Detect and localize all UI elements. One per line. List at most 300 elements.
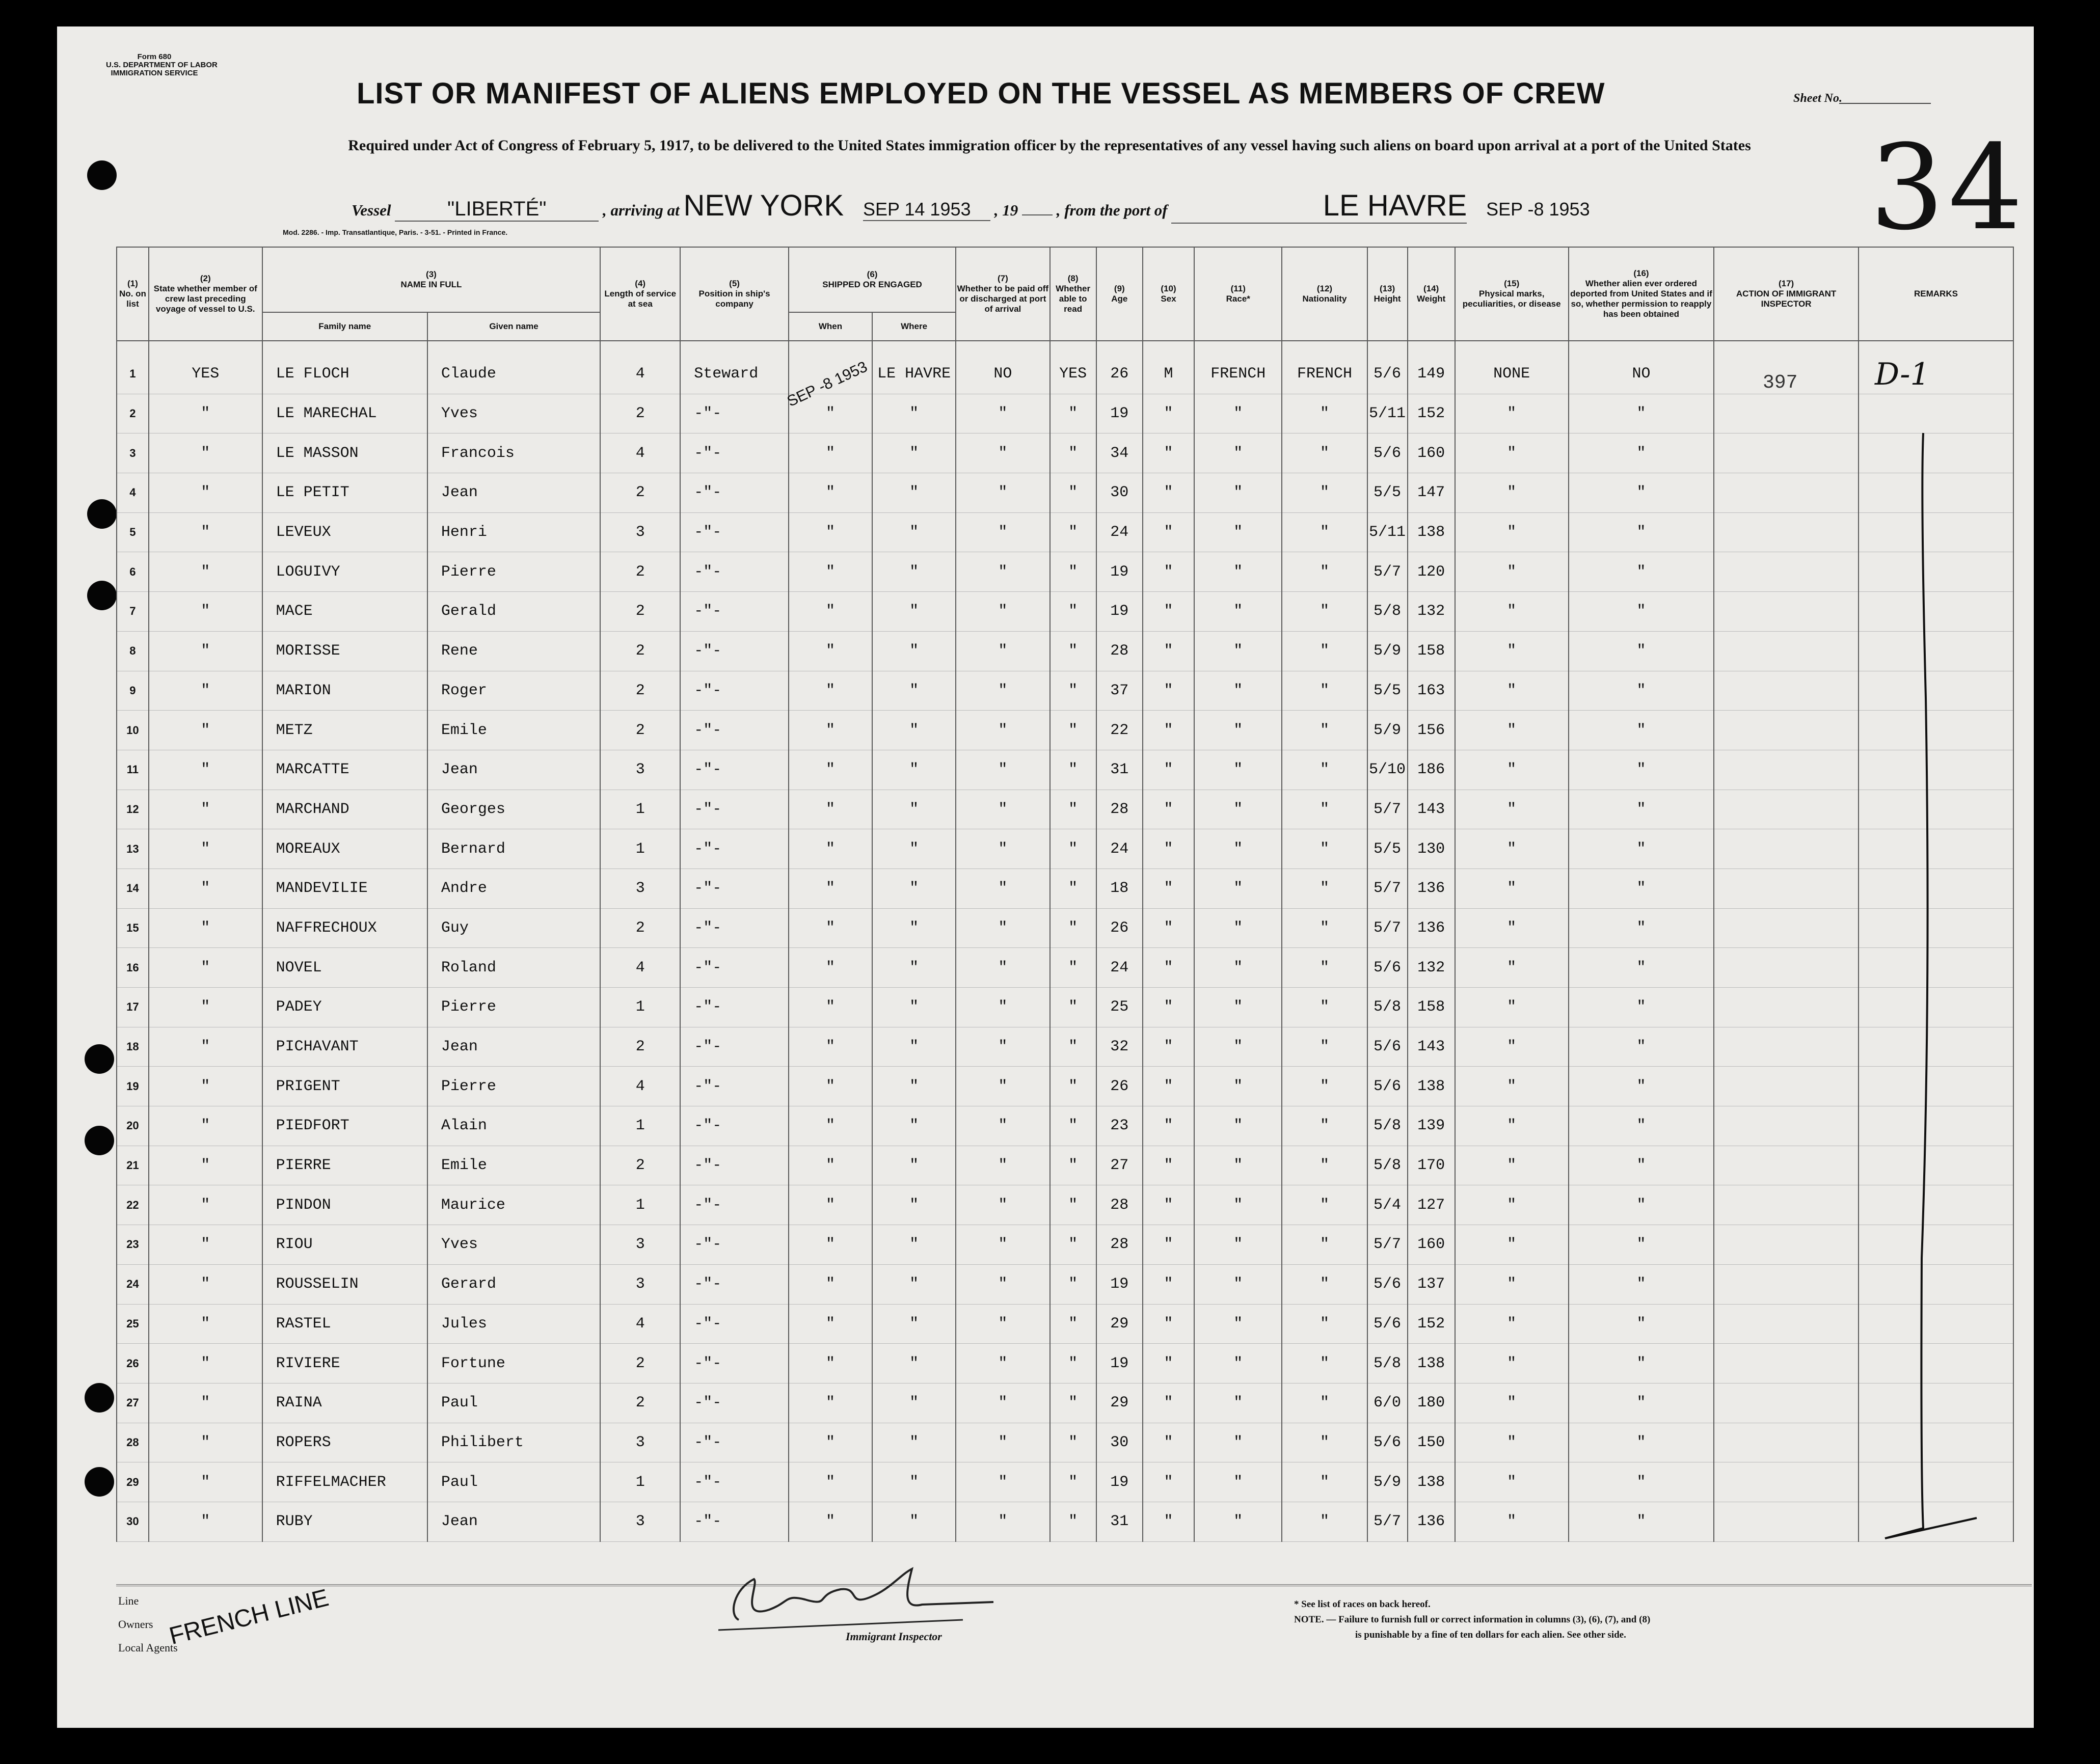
cell-nat: FRENCH — [1282, 341, 1367, 394]
cell-read: " — [1050, 1383, 1096, 1423]
cell-when: " — [789, 433, 872, 473]
cell-nat: " — [1282, 631, 1367, 671]
cell-blank — [1714, 1462, 1859, 1502]
cell-weight: 160 — [1408, 1225, 1455, 1265]
cell-sex: " — [1143, 1423, 1194, 1462]
cell-marks: " — [1455, 1225, 1569, 1265]
crew-manifest-table — [116, 247, 2014, 1542]
cell-read: " — [1050, 394, 1096, 433]
cell-paid: " — [956, 1502, 1049, 1541]
cell-deported: NO — [1569, 341, 1714, 394]
cell-paid: " — [956, 908, 1049, 948]
cell-deported: " — [1569, 1502, 1714, 1541]
cell-nat: " — [1282, 711, 1367, 750]
cell-family: MORISSE — [262, 631, 427, 671]
cell-prev: " — [149, 750, 262, 790]
cell-blank — [1714, 869, 1859, 908]
cell-where: " — [872, 750, 956, 790]
cell-given: Georges — [427, 790, 600, 829]
cell-service: 2 — [600, 1027, 680, 1067]
table-row — [117, 1067, 2013, 1106]
cell-no: 5 — [117, 512, 149, 552]
cell-sex: " — [1143, 1027, 1194, 1067]
cell-position: -"- — [680, 790, 789, 829]
col-able-to-read: (8) Whether able to read — [1050, 247, 1096, 341]
footer-rule — [116, 1584, 2032, 1586]
cell-where: " — [872, 433, 956, 473]
cell-prev: " — [149, 1423, 262, 1462]
remarks-handwritten-mark: D-1 — [1875, 357, 1997, 1566]
cell-service: 1 — [600, 1106, 680, 1146]
col-deported: (16) Whether alien ever ordered deported from United States and if so, whether permission to reapply has been obtained — [1569, 247, 1714, 341]
col-inspector-action: (17) ACTION OF IMMIGRANT INSPECTOR — [1714, 247, 1859, 341]
table-row — [117, 1423, 2013, 1462]
cell-deported: " — [1569, 1067, 1714, 1106]
cell-age: 19 — [1096, 1344, 1143, 1383]
cell-service: 3 — [600, 512, 680, 552]
cell-family: LE PETIT — [262, 473, 427, 513]
cell-position: -"- — [680, 948, 789, 988]
cell-marks: " — [1455, 1146, 1569, 1185]
cell-paid: " — [956, 473, 1049, 513]
cell-where: " — [872, 1225, 956, 1265]
cell-given: Yves — [427, 394, 600, 433]
cell-blank — [1714, 433, 1859, 473]
cell-nat: " — [1282, 1185, 1367, 1225]
cell-nat: " — [1282, 671, 1367, 711]
cell-deported: " — [1569, 829, 1714, 869]
cell-height: 5/7 — [1367, 1502, 1408, 1541]
cell-when: " — [789, 1185, 872, 1225]
cell-race: " — [1194, 1106, 1282, 1146]
cell-height: 5/10 — [1367, 750, 1408, 790]
cell-when: " — [789, 988, 872, 1027]
col-when: When — [789, 312, 872, 341]
cell-weight: 132 — [1408, 592, 1455, 632]
cell-weight: 127 — [1408, 1185, 1455, 1225]
cell-sex: " — [1143, 988, 1194, 1027]
cell-where: " — [872, 1027, 956, 1067]
cell-age: 34 — [1096, 433, 1143, 473]
cell-paid: NO — [956, 341, 1049, 394]
cell-given: Jean — [427, 750, 600, 790]
cell-where: " — [872, 631, 956, 671]
col-age: (9) Age — [1096, 247, 1143, 341]
cell-family: PADEY — [262, 988, 427, 1027]
table-row — [117, 1185, 2013, 1225]
cell-race: " — [1194, 988, 1282, 1027]
cell-given: Bernard — [427, 829, 600, 869]
cell-deported: " — [1569, 790, 1714, 829]
cell-deported: " — [1569, 1185, 1714, 1225]
cell-read: " — [1050, 1225, 1096, 1265]
cell-race: " — [1194, 1225, 1282, 1265]
cell-weight: 138 — [1408, 1462, 1455, 1502]
cell-age: 30 — [1096, 1423, 1143, 1462]
cell-height: 6/0 — [1367, 1383, 1408, 1423]
cell-family: RAINA — [262, 1383, 427, 1423]
cell-blank — [1714, 1264, 1859, 1304]
binder-hole — [85, 1383, 114, 1413]
cell-weight: 158 — [1408, 988, 1455, 1027]
cell-when: " — [789, 631, 872, 671]
cell-age: 22 — [1096, 711, 1143, 750]
cell-prev: " — [149, 394, 262, 433]
cell-race: " — [1194, 1423, 1282, 1462]
race-note: * See list of races on back hereof. — [1294, 1599, 1431, 1610]
cell-family: METZ — [262, 711, 427, 750]
cell-position: -"- — [680, 829, 789, 869]
cell-where: " — [872, 1185, 956, 1225]
cell-family: PINDON — [262, 1185, 427, 1225]
cell-family: LE MASSON — [262, 433, 427, 473]
cell-position: -"- — [680, 988, 789, 1027]
cell-weight: 158 — [1408, 631, 1455, 671]
cell-where: " — [872, 948, 956, 988]
cell-nat: " — [1282, 473, 1367, 513]
table-row — [117, 552, 2013, 592]
cell-read: " — [1050, 790, 1096, 829]
cell-height: 5/5 — [1367, 829, 1408, 869]
cell-read: " — [1050, 908, 1096, 948]
cell-deported: " — [1569, 631, 1714, 671]
cell-when: " — [789, 671, 872, 711]
vessel-line — [352, 188, 1590, 224]
cell-given: Yves — [427, 1225, 600, 1265]
cell-no: 6 — [117, 552, 149, 592]
cell-height: 5/11 — [1367, 512, 1408, 552]
cell-weight: 137 — [1408, 1264, 1455, 1304]
cell-weight: 149 — [1408, 341, 1455, 394]
cell-where: " — [872, 790, 956, 829]
cell-read: " — [1050, 631, 1096, 671]
cell-race: " — [1194, 869, 1282, 908]
col-race: (11) Race* — [1194, 247, 1282, 341]
cell-paid: " — [956, 1067, 1049, 1106]
cell-paid: " — [956, 1462, 1049, 1502]
cell-where: " — [872, 1462, 956, 1502]
cell-age: 31 — [1096, 750, 1143, 790]
cell-blank — [1714, 1304, 1859, 1344]
cell-when: " — [789, 394, 872, 433]
year-blank — [1022, 214, 1053, 215]
cell-position: -"- — [680, 1502, 789, 1541]
cell-nat: " — [1282, 1027, 1367, 1067]
cell-marks: " — [1455, 1067, 1569, 1106]
cell-race: " — [1194, 473, 1282, 513]
cell-race: " — [1194, 1304, 1282, 1344]
cell-given: Claude — [427, 341, 600, 394]
sheet-number-blank — [1839, 103, 1931, 104]
cell-weight: 170 — [1408, 1146, 1455, 1185]
cell-age: 24 — [1096, 829, 1143, 869]
cell-service: 2 — [600, 394, 680, 433]
cell-given: Andre — [427, 869, 600, 908]
cell-height: 5/7 — [1367, 552, 1408, 592]
cell-family: MACE — [262, 592, 427, 632]
cell-marks: " — [1455, 433, 1569, 473]
cell-height: 5/9 — [1367, 711, 1408, 750]
cell-paid: " — [956, 1106, 1049, 1146]
cell-blank — [1714, 671, 1859, 711]
cell-when: " — [789, 1344, 872, 1383]
cell-weight: 186 — [1408, 750, 1455, 790]
cell-where: " — [872, 512, 956, 552]
footer-notes — [1294, 1597, 1650, 1643]
cell-prev: " — [149, 1304, 262, 1344]
cell-deported: " — [1569, 750, 1714, 790]
cell-marks: " — [1455, 948, 1569, 988]
cell-when: " — [789, 829, 872, 869]
cell-blank — [1714, 1027, 1859, 1067]
cell-family: LEVEUX — [262, 512, 427, 552]
cell-height: 5/4 — [1367, 1185, 1408, 1225]
col-shipped-engaged: (6) SHIPPED OR ENGAGED — [789, 247, 956, 312]
cell-prev: " — [149, 631, 262, 671]
cell-nat: " — [1282, 552, 1367, 592]
cell-height: 5/7 — [1367, 869, 1408, 908]
table-row — [117, 631, 2013, 671]
cell-marks: " — [1455, 1185, 1569, 1225]
cell-age: 32 — [1096, 1027, 1143, 1067]
cell-height: 5/8 — [1367, 988, 1408, 1027]
table-row — [117, 1146, 2013, 1185]
cell-weight: 143 — [1408, 1027, 1455, 1067]
cell-no: 1 — [117, 341, 149, 394]
departure-date: SEP -8 1953 — [1486, 199, 1590, 220]
arriving-label: , arriving at — [603, 201, 680, 219]
cell-read: " — [1050, 552, 1096, 592]
agent-stamp: FRENCH LINE — [166, 1584, 332, 1650]
cell-marks: " — [1455, 1383, 1569, 1423]
cell-service: 4 — [600, 948, 680, 988]
cell-weight: 130 — [1408, 829, 1455, 869]
col-height: (13) Height — [1367, 247, 1408, 341]
cell-prev: " — [149, 1383, 262, 1423]
cell-position: -"- — [680, 1106, 789, 1146]
cell-deported: " — [1569, 1225, 1714, 1265]
cell-weight: 180 — [1408, 1383, 1455, 1423]
cell-race: " — [1194, 1344, 1282, 1383]
cell-blank — [1714, 750, 1859, 790]
cell-paid: " — [956, 552, 1049, 592]
cell-where: " — [872, 1344, 956, 1383]
cell-age: 24 — [1096, 948, 1143, 988]
cell-service: 2 — [600, 592, 680, 632]
cell-marks: " — [1455, 1106, 1569, 1146]
cell-service: 4 — [600, 1304, 680, 1344]
cell-nat: " — [1282, 512, 1367, 552]
cell-marks: " — [1455, 1264, 1569, 1304]
cell-paid: " — [956, 1225, 1049, 1265]
cell-no: 4 — [117, 473, 149, 513]
cell-paid: " — [956, 512, 1049, 552]
cell-service: 2 — [600, 1344, 680, 1383]
cell-position: -"- — [680, 512, 789, 552]
binder-hole — [85, 1044, 114, 1074]
cell-marks: " — [1455, 750, 1569, 790]
cell-age: 28 — [1096, 1185, 1143, 1225]
col-weight: (14) Weight — [1408, 247, 1455, 341]
cell-when: " — [789, 1106, 872, 1146]
cell-position: -"- — [680, 1027, 789, 1067]
cell-prev: " — [149, 790, 262, 829]
cell-position: -"- — [680, 552, 789, 592]
cell-no: 17 — [117, 988, 149, 1027]
cell-where: " — [872, 394, 956, 433]
cell-position: -"- — [680, 433, 789, 473]
cell-marks: " — [1455, 1502, 1569, 1541]
table-row — [117, 869, 2013, 908]
cell-nat: " — [1282, 394, 1367, 433]
cell-prev: " — [149, 592, 262, 632]
col-nationality: (12) Nationality — [1282, 247, 1367, 341]
cell-given: Paul — [427, 1383, 600, 1423]
cell-when: " — [789, 1304, 872, 1344]
cell-read: " — [1050, 1264, 1096, 1304]
cell-age: 30 — [1096, 473, 1143, 513]
cell-nat: " — [1282, 1423, 1367, 1462]
cell-position: -"- — [680, 473, 789, 513]
cell-read: " — [1050, 473, 1096, 513]
cell-age: 26 — [1096, 1067, 1143, 1106]
cell-nat: " — [1282, 829, 1367, 869]
cell-position: -"- — [680, 671, 789, 711]
immigrant-inspector-label: Immigrant Inspector — [846, 1630, 942, 1643]
cell-marks: " — [1455, 592, 1569, 632]
cell-position: -"- — [680, 1146, 789, 1185]
cell-nat: " — [1282, 1462, 1367, 1502]
cell-read: " — [1050, 1502, 1096, 1541]
cell-where: " — [872, 473, 956, 513]
cell-where: " — [872, 1264, 956, 1304]
cell-weight: 152 — [1408, 394, 1455, 433]
cell-when: " — [789, 552, 872, 592]
cell-when: " — [789, 592, 872, 632]
cell-sex: " — [1143, 592, 1194, 632]
cell-blank — [1714, 1106, 1859, 1146]
cell-no: 23 — [117, 1225, 149, 1265]
cell-age: 28 — [1096, 631, 1143, 671]
cell-nat: " — [1282, 988, 1367, 1027]
cell-where: " — [872, 671, 956, 711]
cell-paid: " — [956, 1344, 1049, 1383]
cell-race: FRENCH — [1194, 341, 1282, 394]
penalty-note: NOTE. — Failure to furnish full or correct information in columns (3), (6), (7), and (8) — [1294, 1614, 1651, 1625]
cell-deported: " — [1569, 948, 1714, 988]
cell-read: " — [1050, 1185, 1096, 1225]
col-where: Where — [872, 312, 956, 341]
cell-no: 30 — [117, 1502, 149, 1541]
local-agents-label: Local Agents — [118, 1641, 178, 1654]
sheet-number-handwritten: 34 — [1870, 120, 2027, 256]
cell-weight: 150 — [1408, 1423, 1455, 1462]
cell-no: 21 — [117, 1146, 149, 1185]
cell-age: 26 — [1096, 341, 1143, 394]
cell-sex: " — [1143, 1067, 1194, 1106]
cell-height: 5/6 — [1367, 948, 1408, 988]
cell-race: " — [1194, 512, 1282, 552]
cell-blank — [1714, 631, 1859, 671]
cell-marks: " — [1455, 1027, 1569, 1067]
cell-service: 4 — [600, 341, 680, 394]
cell-service: 2 — [600, 711, 680, 750]
cell-paid: " — [956, 790, 1049, 829]
cell-given: Jules — [427, 1304, 600, 1344]
cell-marks: " — [1455, 790, 1569, 829]
cell-no: 27 — [117, 1383, 149, 1423]
requirement-text: Required under Act of Congress of February 5, 1917, to be delivered to the United States immigration officer by the representatives of any vessel having such aliens on board upon arrival at a port of the United States — [348, 137, 1751, 154]
cell-position: -"- — [680, 1304, 789, 1344]
cell-service: 3 — [600, 1423, 680, 1462]
table-row — [117, 592, 2013, 632]
cell-race: " — [1194, 552, 1282, 592]
cell-sex: M — [1143, 341, 1194, 394]
cell-age: 19 — [1096, 1462, 1143, 1502]
cell-position: -"- — [680, 1383, 789, 1423]
cell-nat: " — [1282, 1383, 1367, 1423]
cell-blank — [1714, 988, 1859, 1027]
cell-height: 5/8 — [1367, 1146, 1408, 1185]
cell-prev: " — [149, 433, 262, 473]
cell-given: Alain — [427, 1106, 600, 1146]
cell-read: " — [1050, 1106, 1096, 1146]
cell-nat: " — [1282, 869, 1367, 908]
cell-blank — [1714, 1423, 1859, 1462]
cell-position: -"- — [680, 1185, 789, 1225]
cell-weight: 156 — [1408, 711, 1455, 750]
cell-height: 5/7 — [1367, 908, 1408, 948]
table-row — [117, 1502, 2013, 1541]
cell-read: " — [1050, 671, 1096, 711]
cell-blank — [1714, 592, 1859, 632]
cell-read: " — [1050, 1304, 1096, 1344]
cell-weight: 136 — [1408, 869, 1455, 908]
cell-nat: " — [1282, 1502, 1367, 1541]
cell-prev: " — [149, 552, 262, 592]
col-given-name: Given name — [427, 312, 600, 341]
cell-blank — [1714, 790, 1859, 829]
table-row — [117, 341, 2013, 394]
cell-position: -"- — [680, 1462, 789, 1502]
cell-where: LE HAVRE — [872, 341, 956, 394]
departure-port: LE HAVRE — [1171, 188, 1467, 224]
cell-prev: " — [149, 1027, 262, 1067]
cell-when: " — [789, 1502, 872, 1541]
cell-where: " — [872, 1423, 956, 1462]
cell-weight: 138 — [1408, 1344, 1455, 1383]
cell-prev: " — [149, 1462, 262, 1502]
cell-sex: " — [1143, 948, 1194, 988]
cell-position: -"- — [680, 592, 789, 632]
table-row — [117, 711, 2013, 750]
cell-service: 1 — [600, 1185, 680, 1225]
cell-no: 29 — [117, 1462, 149, 1502]
penalty-note-cont: is punishable by a fine of ten dollars for each alien. See other side. — [1355, 1630, 1626, 1640]
cell-weight: 136 — [1408, 908, 1455, 948]
cell-family: PIEDFORT — [262, 1106, 427, 1146]
table-row — [117, 394, 2013, 433]
cell-paid: " — [956, 631, 1049, 671]
cell-when: " — [789, 790, 872, 829]
cell-prev: " — [149, 1264, 262, 1304]
cell-family: LOGUIVY — [262, 552, 427, 592]
cell-height: 5/8 — [1367, 592, 1408, 632]
cell-paid: " — [956, 1423, 1049, 1462]
cell-sex: " — [1143, 1502, 1194, 1541]
cell-sex: " — [1143, 1264, 1194, 1304]
cell-height: 5/9 — [1367, 631, 1408, 671]
